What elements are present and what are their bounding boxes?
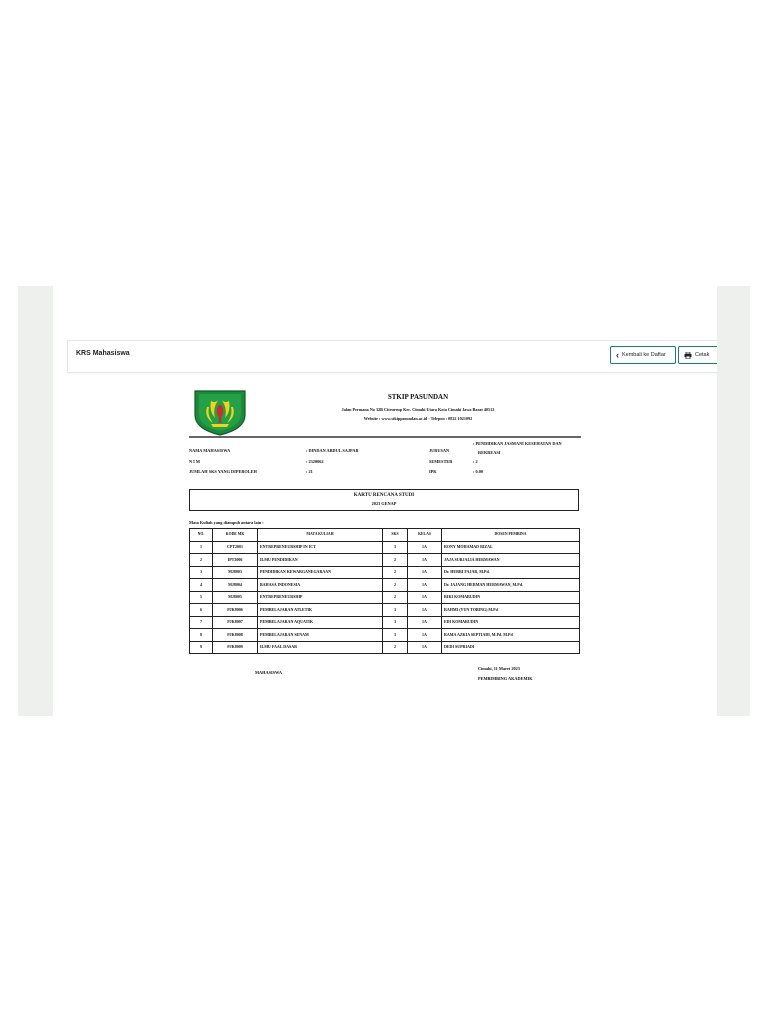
student-signature-label: MAHASISWA <box>255 670 282 675</box>
cell-kode: MJ8004 <box>213 579 258 592</box>
printer-icon <box>684 352 692 359</box>
cell-kelas: 1A <box>408 604 442 617</box>
table-row <box>190 616 580 629</box>
cell-kode: PJK8009 <box>213 641 258 654</box>
cell-mata-kuliah: PEMBELAJARAN SENAM <box>258 629 383 642</box>
cell-dosen: Dr. JAJANG HERMAN HERMAWAN, M.Pd. <box>442 579 580 592</box>
cell-mata-kuliah: PEMBELAJARAN AQUATIK <box>258 616 383 629</box>
cell-dosen: RIKI KOMARUDIN <box>442 591 580 604</box>
cell-sks: 3 <box>383 629 408 642</box>
cell-sks: 3 <box>383 541 408 554</box>
cell-mata-kuliah: ENTREPRENEURSHIP IN ICT <box>258 541 383 554</box>
cell-sks: 3 <box>383 604 408 617</box>
institution-address: Jalan Permana No 32B Citeureup Kec. Cimahi Utara Kota Cimahi Jawa Barat 40512 <box>341 407 495 412</box>
course-table-header <box>190 529 580 542</box>
col-sks: SKS <box>383 529 408 542</box>
cell-mata-kuliah: ILMU PENDIDIKAN <box>258 554 383 567</box>
cell-kelas: 1A <box>408 554 442 567</box>
institution-name: STKIP PASUNDAN <box>387 393 449 401</box>
cell-no: 3 <box>190 566 213 579</box>
col-mata-kuliah: MATA KULIAH <box>258 529 383 542</box>
advisor-signature-label: PEMBIMBING AKADEMIK <box>478 676 533 681</box>
krs-period: 2023 GENAP <box>371 501 397 506</box>
cell-mata-kuliah: ENTREPRENEURSHIP <box>258 591 383 604</box>
col-dosen-pembina: DOSEN PEMBINA <box>442 529 580 542</box>
cell-mata-kuliah: PEMBELAJARAN ATLETIK <box>258 604 383 617</box>
cell-sks: 2 <box>383 579 408 592</box>
cell-kelas: 1A <box>408 616 442 629</box>
chevron-left-icon: ‹ <box>616 349 619 360</box>
cell-kelas: 1A <box>408 579 442 592</box>
print-button-label: Cetak <box>695 352 710 358</box>
cell-kode: MJ8005 <box>213 591 258 604</box>
col-no: NO. <box>190 529 213 542</box>
cell-kelas: 1A <box>408 541 442 554</box>
back-button-label: Kembali ke Daftar <box>622 352 666 358</box>
table-row <box>190 541 580 554</box>
cell-no: 2 <box>190 554 213 567</box>
jurusan-value: : PENDIDIKAN JASMANI KESEHATAN DAN <box>473 441 562 446</box>
stkip-pasundan-logo <box>191 385 249 437</box>
cell-kode: CPT2001 <box>213 541 258 554</box>
krs-title: KARTU RENCANA STUDI <box>353 493 415 498</box>
sks-total-value: : 21 <box>306 469 313 474</box>
cell-no: 7 <box>190 616 213 629</box>
semester-label: SEMESTER <box>429 459 453 464</box>
col-kode-mk: KODE MK <box>213 529 258 542</box>
print-button[interactable] <box>678 346 717 364</box>
cell-kelas: 1A <box>408 641 442 654</box>
cell-sks: 2 <box>383 641 408 654</box>
krs-document <box>189 381 587 711</box>
cell-no: 9 <box>190 641 213 654</box>
cell-kode: MJ8003 <box>213 566 258 579</box>
cell-dosen: DEDI SUPRIADI <box>442 641 580 654</box>
table-row <box>190 566 580 579</box>
cell-sks: 2 <box>383 566 408 579</box>
content-area <box>53 286 717 716</box>
table-row <box>190 604 580 617</box>
cell-dosen: RAHMI (YUN TOBING) M.Pd <box>442 604 580 617</box>
col-kelas: KELAS <box>408 529 442 542</box>
cell-kode: PJK8007 <box>213 616 258 629</box>
ipk-label: IPK <box>429 469 437 474</box>
cell-kode: PJK8008 <box>213 629 258 642</box>
cell-dosen: JAJA SURJALIA HERMAWAN <box>442 554 580 567</box>
cell-kelas: 1A <box>408 566 442 579</box>
cell-mata-kuliah: ILMU FAAL DASAR <box>258 641 383 654</box>
cell-sks: 2 <box>383 554 408 567</box>
cell-dosen: EDI KOMARUDIN <box>442 616 580 629</box>
cell-mata-kuliah: PENDIDIKAN KEWARGANEGARAAN <box>258 566 383 579</box>
cell-mata-kuliah: BAHASA INDONESIA <box>258 579 383 592</box>
cell-kode: PJK8006 <box>213 604 258 617</box>
page-frame <box>18 286 750 716</box>
krs-title-box <box>189 489 579 511</box>
cell-no: 5 <box>190 591 213 604</box>
table-row <box>190 591 580 604</box>
student-name-label: NAMA MAHASISWA <box>189 448 231 453</box>
nim-label: N I M <box>189 459 200 464</box>
cell-no: 1 <box>190 541 213 554</box>
place-date: Cimahi, 11 Maret 2023 <box>478 666 520 671</box>
table-row <box>190 641 580 654</box>
student-name-value: : DINDAN ABDUL SAJPAR <box>306 448 359 453</box>
page-header <box>67 340 717 373</box>
cell-dosen: Dr. HERRI FAJAR, M.Pd. <box>442 566 580 579</box>
jurusan-value-cont: REKREASI <box>478 450 501 455</box>
cell-sks: 3 <box>383 616 408 629</box>
cell-no: 6 <box>190 604 213 617</box>
course-list-note: Mata Kuliah yang diampuh antara lain : <box>189 520 264 525</box>
cell-no: 4 <box>190 579 213 592</box>
cell-dosen: RAMA AZKIA SEPTIADI, M.Pd. M.Pd <box>442 629 580 642</box>
institution-contact: Website : www.stkippasundan.ac.id - Telepon : 0822 1021092 <box>363 416 473 421</box>
table-row <box>190 629 580 642</box>
cell-no: 8 <box>190 629 213 642</box>
nim-value: : 2320062 <box>306 459 324 464</box>
table-row <box>190 554 580 567</box>
cell-kelas: 1A <box>408 591 442 604</box>
cell-kelas: 1A <box>408 629 442 642</box>
ipk-value: : 0.00 <box>473 469 484 474</box>
jurusan-label: JURUSAN <box>429 448 450 453</box>
table-row <box>190 579 580 592</box>
cell-dosen: RONY MOHAMAD RIZAL <box>442 541 580 554</box>
semester-value: : 2 <box>473 459 478 464</box>
page-title: KRS Mahasiswa <box>76 350 130 357</box>
cell-kode: IPT2006 <box>213 554 258 567</box>
cell-sks: 2 <box>383 591 408 604</box>
course-table <box>189 528 580 654</box>
sks-total-label: JUMLAH SKS YANG DIPEROLEH <box>189 469 257 474</box>
header-divider <box>189 436 581 438</box>
back-to-list-button[interactable] <box>610 346 676 364</box>
